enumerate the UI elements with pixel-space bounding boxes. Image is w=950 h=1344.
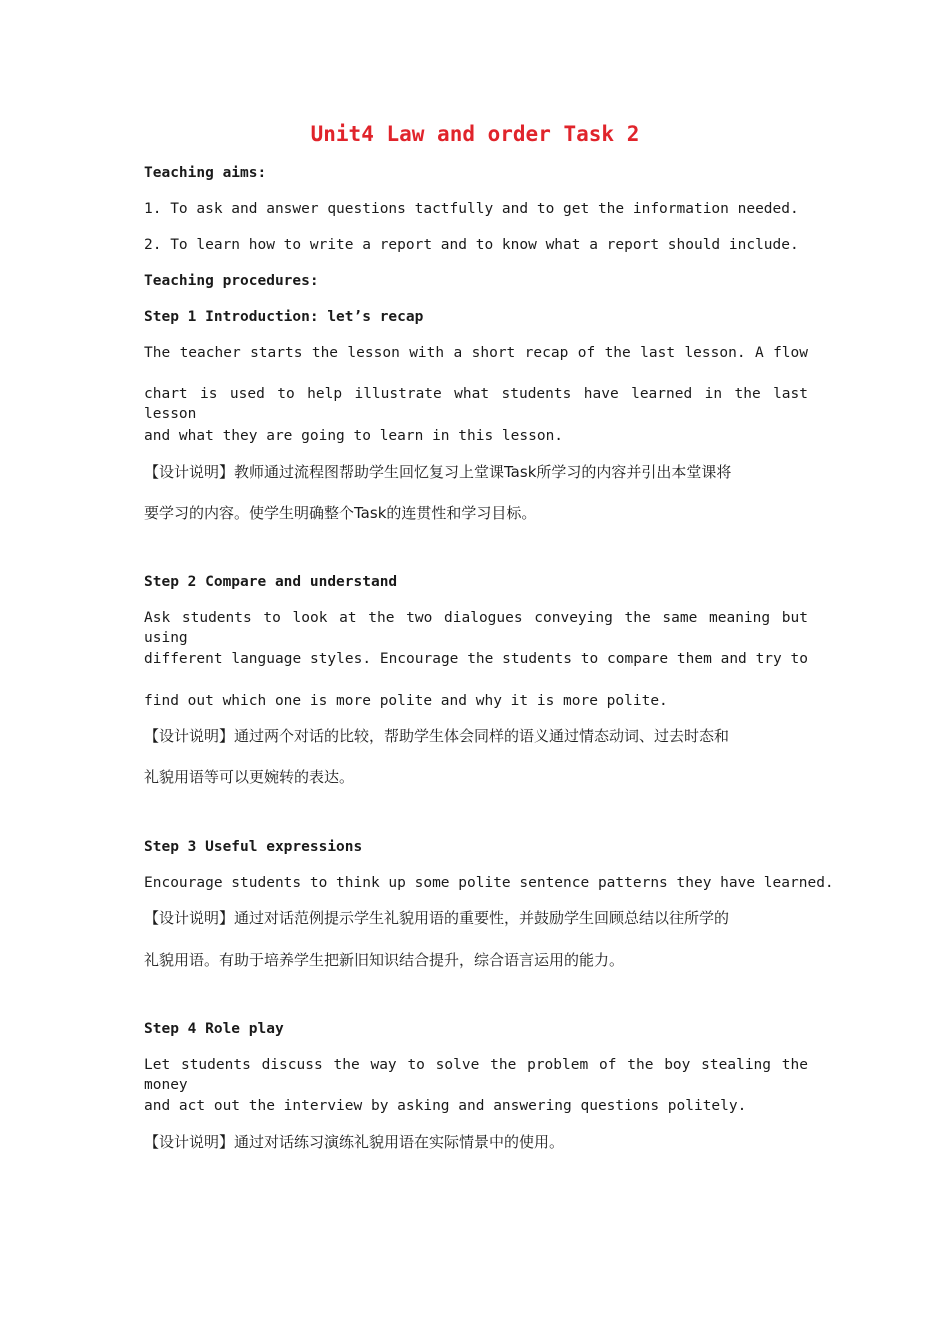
aim-1: 1. To ask and answer questions tactfully and to get the information needed. xyxy=(144,201,799,217)
step4-design-note: 【设计说明】通过对话练习演练礼貌用语在实际情景中的使用。 xyxy=(144,1133,565,1151)
step2-paragraph-line: find out which one is more polite and why it is more polite. xyxy=(144,693,668,709)
document-title: Unit4 Law and order Task 2 xyxy=(310,122,640,146)
step2-paragraph-line: different language styles. Encourage the students to compare them and try to xyxy=(144,651,808,667)
step4-paragraph-line: Let students discuss the way to solve the problem of the boy stealing the money xyxy=(144,1057,808,1093)
step2-design-note: 【设计说明】通过两个对话的比较，帮助学生体会同样的语义通过情态动词、过去时态和 xyxy=(144,727,730,745)
step1-paragraph-line: and what they are going to learn in this lesson. xyxy=(144,428,564,444)
step4-paragraph-line: and act out the interview by asking and answering questions politely. xyxy=(144,1098,747,1114)
step1-heading: Step 1 Introduction: let’s recap xyxy=(144,309,424,325)
step1-design-note: 【设计说明】教师通过流程图帮助学生回忆复习上堂课Task所学习的内容并引出本堂课将 xyxy=(144,463,732,481)
step4-heading: Step 4 Role play xyxy=(144,1021,284,1037)
step1-paragraph-line: The teacher starts the lesson with a short recap of the last lesson. A flow xyxy=(144,345,808,361)
step1-paragraph-line: chart is used to help illustrate what students have learned in the last lesson xyxy=(144,386,808,422)
step2-heading: Step 2 Compare and understand xyxy=(144,574,398,590)
step3-heading: Step 3 Useful expressions xyxy=(144,839,363,855)
step3-design-note: 礼貌用语。有助于培养学生把新旧知识结合提升，综合语言运用的能力。 xyxy=(144,951,625,969)
step1-design-note: 要学习的内容。使学生明确整个Task的连贯性和学习目标。 xyxy=(144,504,537,522)
step3-paragraph-line: Encourage students to think up some polite sentence patterns they have learned. xyxy=(144,875,834,891)
teaching-procedures-heading: Teaching procedures: xyxy=(144,273,319,289)
aim-2: 2. To learn how to write a report and to know what a report should include. xyxy=(144,237,799,253)
step2-paragraph-line: Ask students to look at the two dialogues conveying the same meaning but using xyxy=(144,610,808,646)
teaching-aims-heading: Teaching aims: xyxy=(144,165,267,181)
step2-design-note: 礼貌用语等可以更婉转的表达。 xyxy=(144,768,355,786)
step3-design-note: 【设计说明】通过对话范例提示学生礼貌用语的重要性，并鼓励学生回顾总结以往所学的 xyxy=(144,909,730,927)
